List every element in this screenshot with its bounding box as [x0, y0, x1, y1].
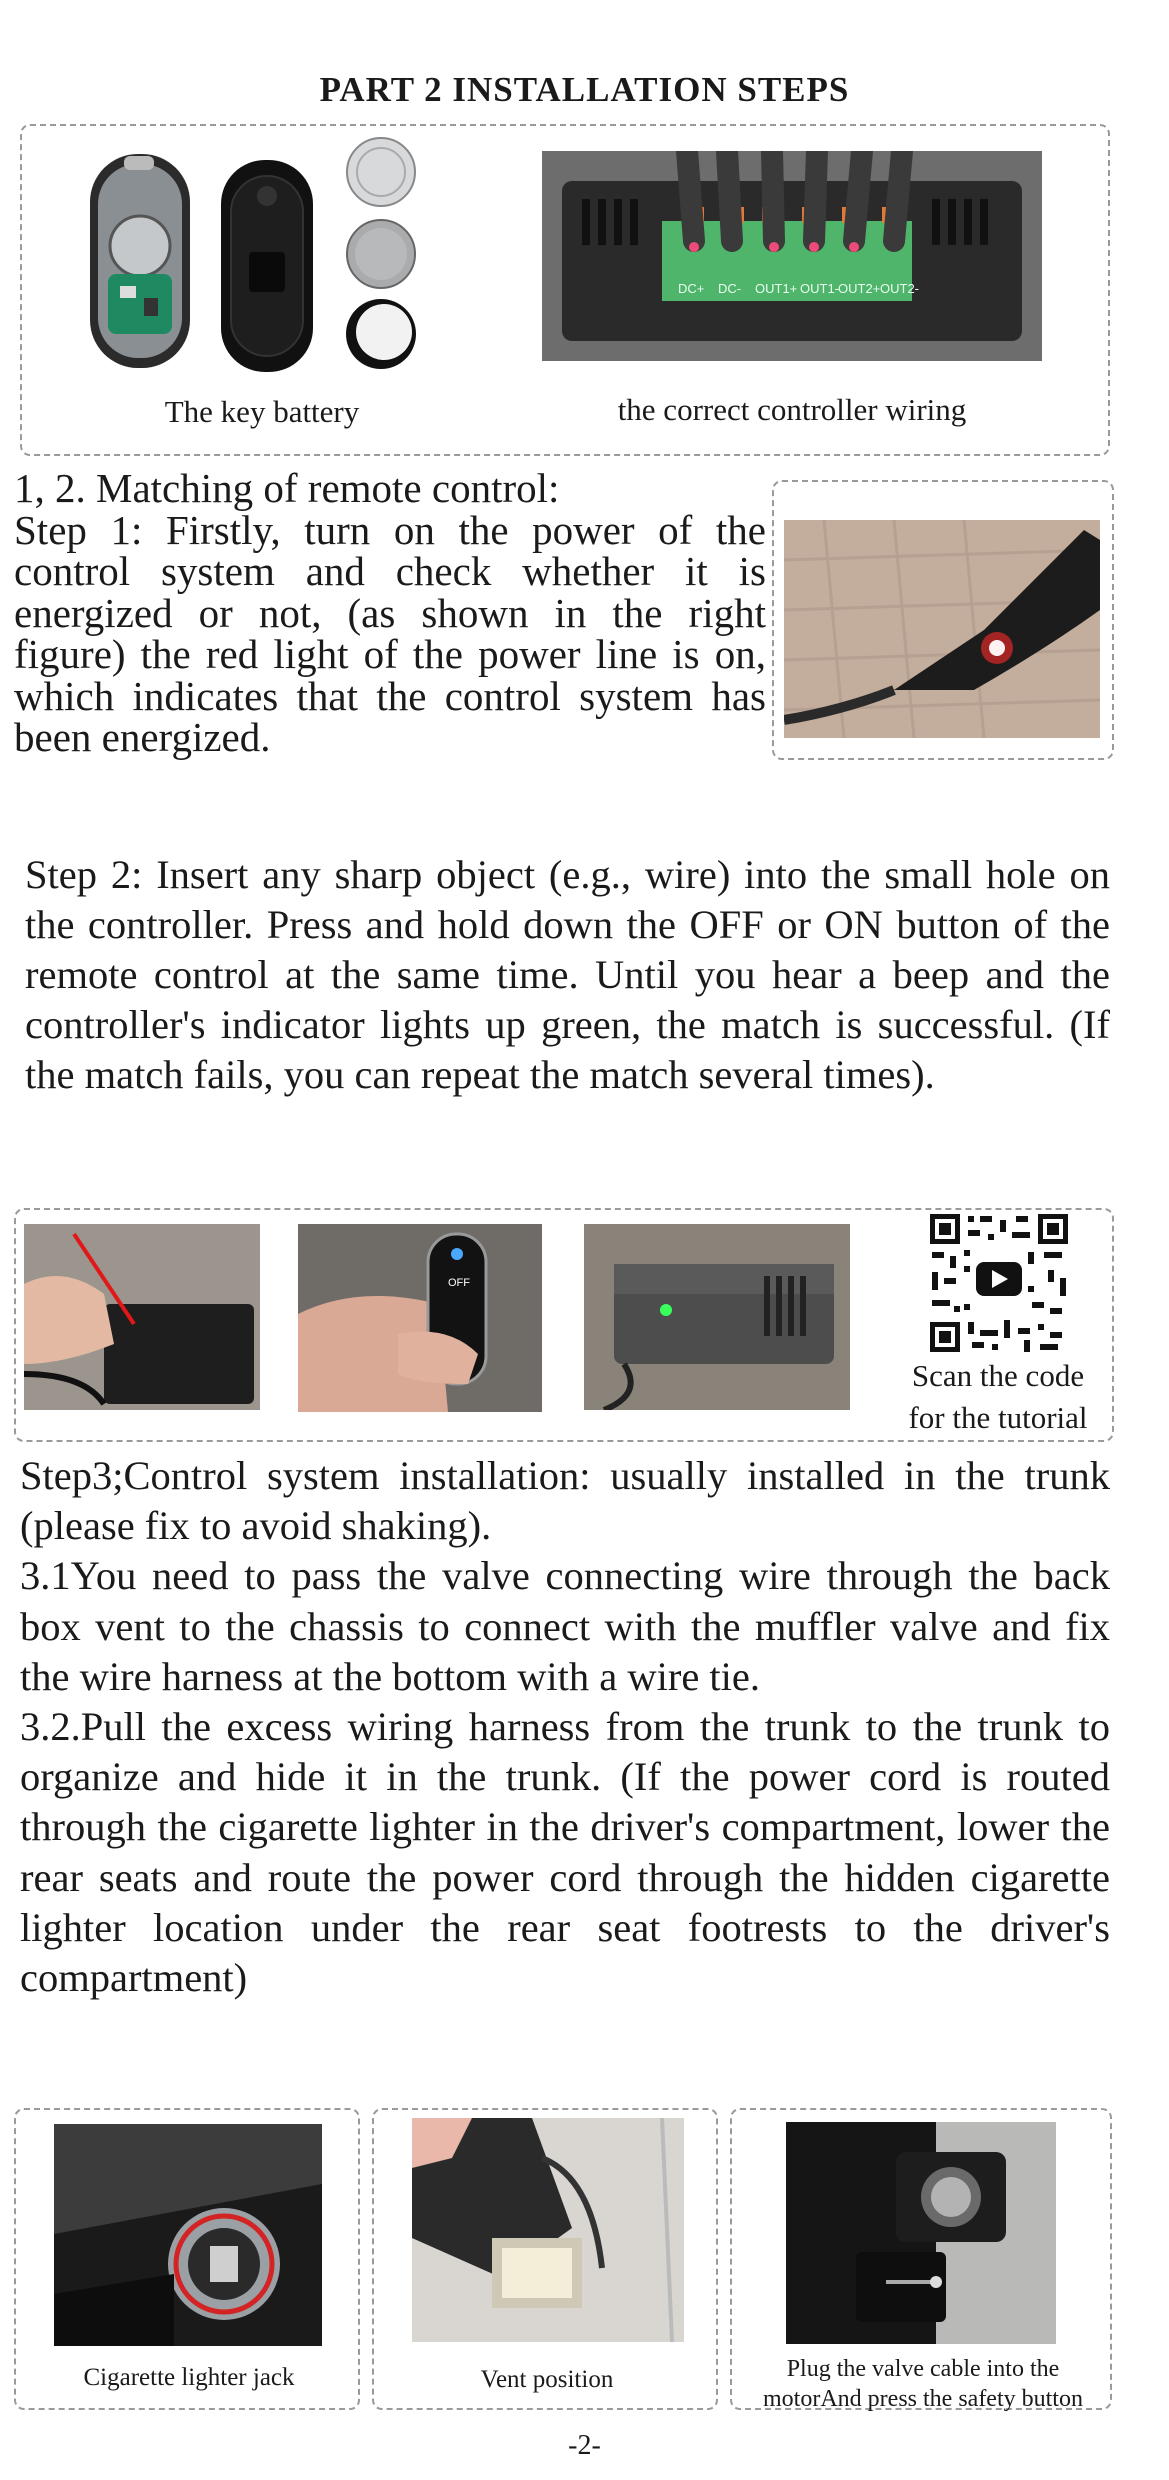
- power-photo-box: [772, 480, 1114, 760]
- remote-off-label: OFF: [448, 1277, 470, 1289]
- insert-wire-photo: [24, 1224, 260, 1410]
- remote-press-photo: [298, 1224, 542, 1412]
- step3-text: [20, 1451, 1110, 2003]
- key-fob-open-photo: [84, 146, 196, 376]
- valve-cable-caption-line1: Plug the valve cable into the: [786, 2356, 1060, 2382]
- step2-text: Step 2: Insert any sharp object (e.g., wire) into the small hole on the controller. Press and hold down the OFF or ON button of the remote control at the same time. Until you hear a beep and the controller's indicator lights up green, the match is successful. (If the match fails, you can repeat the match several times).: [25, 852, 1110, 1097]
- section1-box: [20, 124, 1110, 456]
- step1-text: Step 1: Firstly, turn on the power of the control system and check whether it is energized or not, (as shown in the right figure) the red light of the power line is on, which indicates that the control system has been energized.: [14, 506, 766, 760]
- key-battery-caption: The key battery: [164, 394, 360, 429]
- controller-wiring-photo: [542, 151, 1042, 361]
- vent-position-caption: Vent position: [480, 2366, 614, 2393]
- key-fob-cover-photo: [217, 156, 317, 378]
- terminal-label: OUT2-: [880, 281, 919, 296]
- bottom-box-1: [14, 2108, 360, 2410]
- power-line-red-light-photo: [784, 520, 1100, 738]
- vent-position-photo: [412, 2118, 684, 2342]
- qr-caption-line1: Scan the code: [911, 1358, 1085, 1393]
- cigarette-lighter-jack-photo: [54, 2124, 322, 2346]
- terminal-label: DC-: [718, 281, 742, 296]
- step3-2: 3.2.Pull the excess wiring harness from the trunk to the trunk to organize and hide it in the trunk. (If the power cord is routed through the cigarette lighter in the driver's compartment, lower the rear seats and route the power cord through the hidden cigarette lighter location under the rear seat footrests to the driver's compartment): [20, 1704, 1110, 2001]
- matching-heading: 1, 2. Matching of remote control:: [14, 465, 560, 511]
- qr-caption-line2: for the tutorial: [908, 1400, 1088, 1435]
- matching-text: [14, 465, 766, 760]
- terminal-label: OUT1-: [800, 281, 839, 296]
- coin-batteries-photo: [340, 136, 422, 386]
- step3-1: 3.1You need to pass the valve connecting wire through the back box vent to the chassis to connect with the muffler valve and fix the wire harness at the bottom with a wire tie.: [20, 1553, 1110, 1699]
- terminal-label: OUT1+: [755, 281, 798, 296]
- cigarette-lighter-caption: Cigarette lighter jack: [83, 2364, 295, 2391]
- page-number: -2-: [568, 2430, 601, 2461]
- controller-wiring-caption: the correct controller wiring: [617, 392, 967, 427]
- page-title: PART 2 INSTALLATION STEPS: [319, 70, 850, 109]
- step3-intro: Step3;Control system installation: usually installed in the trunk (please fix to avoid shaking).: [20, 1453, 1110, 1549]
- terminal-label: OUT2+: [838, 281, 881, 296]
- bottom-box-3: [730, 2108, 1112, 2410]
- tutorial-qr-code[interactable]: [928, 1212, 1070, 1354]
- valve-cable-plug-photo: [786, 2122, 1056, 2344]
- matching-photos-box: [14, 1208, 1114, 1442]
- controller-green-light-photo: [584, 1224, 850, 1410]
- bottom-box-2: [372, 2108, 718, 2410]
- valve-cable-caption-line2: motorAnd press the safety button: [763, 2386, 1083, 2412]
- terminal-label: DC+: [678, 281, 705, 296]
